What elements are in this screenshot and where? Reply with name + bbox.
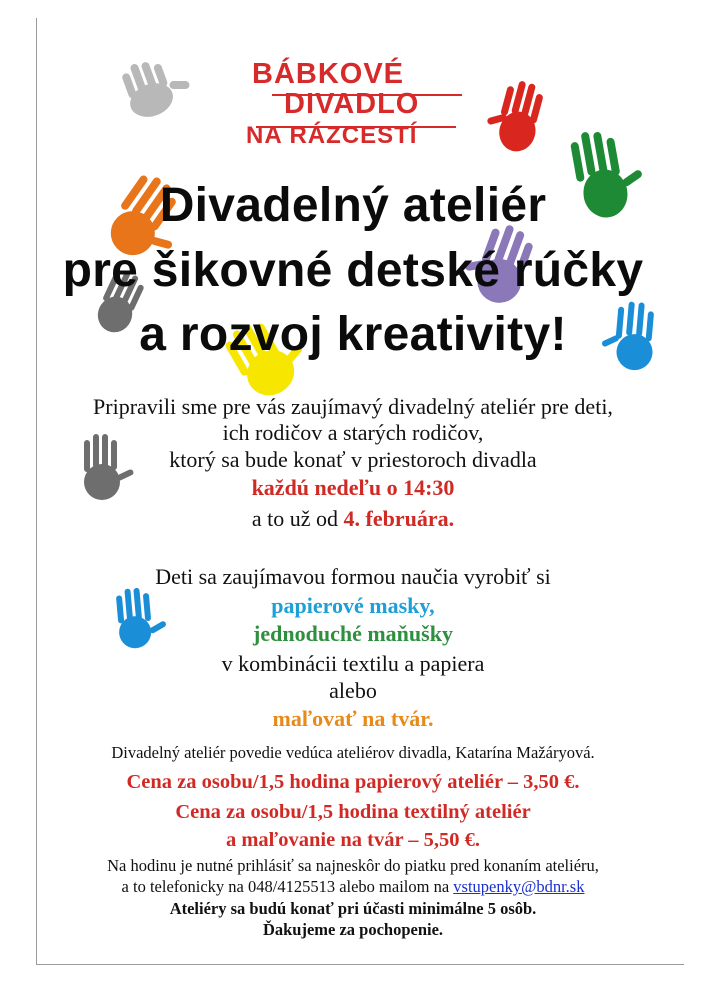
start-date: 4. februára.: [343, 506, 455, 531]
headline-line-3: a rozvoj kreativity!: [139, 308, 567, 361]
price-line-1: Cena za osobu/1,5 hodina papierový ateliér – 3,50 €.: [126, 771, 580, 793]
price-line-3: a maľovanie na tvár – 5,50 €.: [225, 829, 481, 851]
theatre-logo: [232, 58, 482, 162]
intro-line-3: ktorý sa bude konať v priestoroch divadla: [169, 447, 537, 472]
price-line-2: Cena za osobu/1,5 hodina textilný ateliér: [175, 801, 531, 823]
start-date-line: [0, 506, 706, 532]
logo-line-1: BÁBKOVÉ: [252, 58, 405, 90]
activity-or: alebo: [329, 678, 377, 703]
logo-line-3: NA RÁZCESTÍ: [246, 122, 418, 149]
schedule-text: každú nedeľu o 14:30: [251, 475, 455, 500]
headline-line-2: pre šikovné detské rúčky: [62, 244, 644, 297]
start-prefix: a to už od: [251, 506, 344, 531]
page-frame-bottom: [36, 964, 684, 965]
activity-masks: papierové masky,: [271, 593, 435, 618]
email-link[interactable]: vstupenky@bdnr.sk: [453, 877, 585, 896]
registration-thanks: Ďakujeme za pochopenie.: [262, 920, 444, 939]
gray-handprint-icon: [110, 58, 190, 122]
registration-line-1: Na hodinu je nutné prihlásiť sa najneskôr do piatku pred konaním ateliéru,: [107, 856, 599, 875]
activities-intro: Deti sa zaujímavou formou naučia vyrobiť si: [155, 564, 551, 589]
intro-line-1: Pripravili sme pre vás zaujímavý divadelný ateliér pre deti,: [93, 394, 613, 419]
registration-line-2: [0, 877, 706, 897]
red-handprint-icon: [486, 78, 556, 158]
registration-phone-text: a to telefonicky na 048/4125513 alebo mailom na: [121, 877, 454, 896]
activity-face-painting: maľovať na tvár.: [272, 706, 434, 731]
intro-line-2: ich rodičov a starých rodičov,: [222, 420, 484, 445]
leader-note: Divadelný ateliér povedie vedúca ateliérov divadla, Katarína Mažáryová.: [111, 743, 595, 762]
headline-line-1: Divadelný ateliér: [159, 179, 547, 232]
activity-combination: v kombinácii textilu a papiera: [221, 651, 485, 676]
logo-line-2: DIVADLO: [284, 88, 420, 120]
registration-line-3: Ateliéry sa budú konať pri účasti minimálne 5 osôb.: [169, 899, 537, 918]
activity-puppets: jednoduché maňušky: [253, 621, 453, 646]
